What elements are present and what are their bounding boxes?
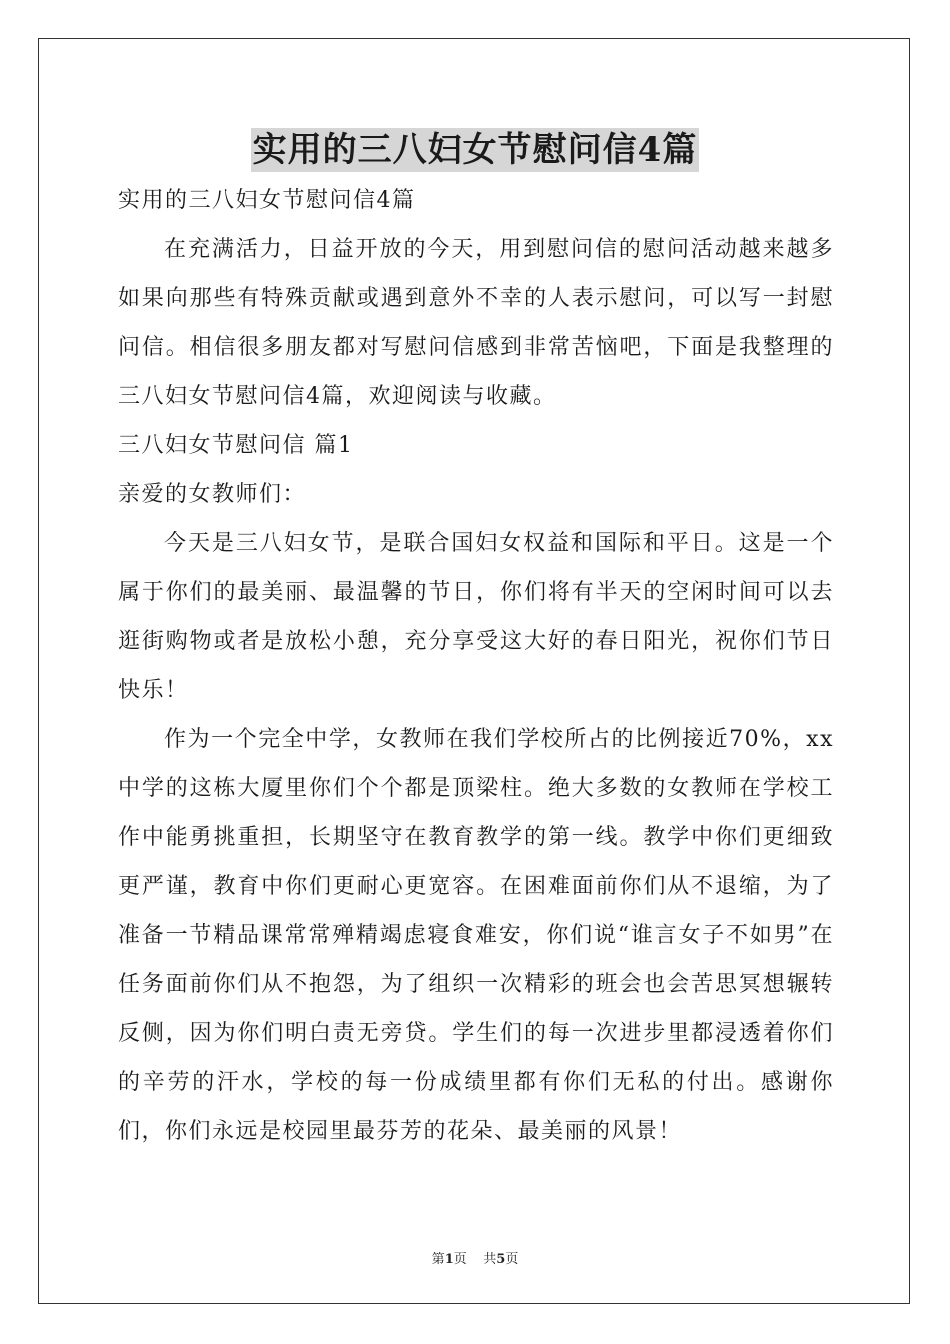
section-heading: 三八妇女节慰问信 篇1 [118, 433, 354, 458]
document-body [118, 176, 834, 1156]
document-title: 实用的三八妇女节慰问信4篇 [252, 130, 698, 170]
page-footer [0, 1248, 950, 1267]
footer-prefix: 第 [431, 1252, 445, 1267]
intro-paragraph: 在充满活力，日益开放的今天，用到慰问信的慰问活动越来越多如果向那些有特殊贡献或遇到意外不幸的人表示慰问，可以写一封慰问信。相信很多朋友都对写慰问信感到非常苦恼吧，下面是我整理的三八妇女节慰问信4篇，欢迎阅读与收藏。 [118, 237, 834, 409]
title-wrap [0, 128, 950, 172]
footer-total-pages: 5 [496, 1252, 506, 1267]
salutation: 亲爱的女教师们： [118, 482, 307, 507]
document-subtitle: 实用的三八妇女节慰问信4篇 [118, 188, 416, 213]
body-paragraph: 今天是三八妇女节，是联合国妇女权益和国际和平日。这是一个属于你们的最美丽、最温馨的节日，你们将有半天的空闲时间可以去逛街购物或者是放松小憩，充分享受这大好的春日阳光，祝你们节日快乐！ [118, 531, 834, 703]
footer-mid: 页 共 [453, 1252, 497, 1267]
body-paragraph: 作为一个完全中学，女教师在我们学校所占的比例接近70%，xx中学的这栋大厦里你们个个都是顶梁柱。绝大多数的女教师在学校工作中能勇挑重担，长期坚守在教育教学的第一线。教学中你们更细致更严谨，教育中你们更耐心更宽容。在困难面前你们从不退缩，为了准备一节精品课常常殚精竭虑寝食难安，你们说“谁言女子不如男”在任务面前你们从不抱怨，为了组织一次精彩的班会也会苦思冥想辗转反侧，因为你们明白责无旁贷。学生们的每一次进步里都浸透着你们的辛劳的汗水，学校的每一份成绩里都有你们无私的付出。感谢你们，你们永远是校园里最芬芳的花朵、最美丽的风景！ [118, 727, 834, 1144]
footer-suffix: 页 [505, 1252, 519, 1267]
footer-current-page: 1 [444, 1252, 454, 1267]
